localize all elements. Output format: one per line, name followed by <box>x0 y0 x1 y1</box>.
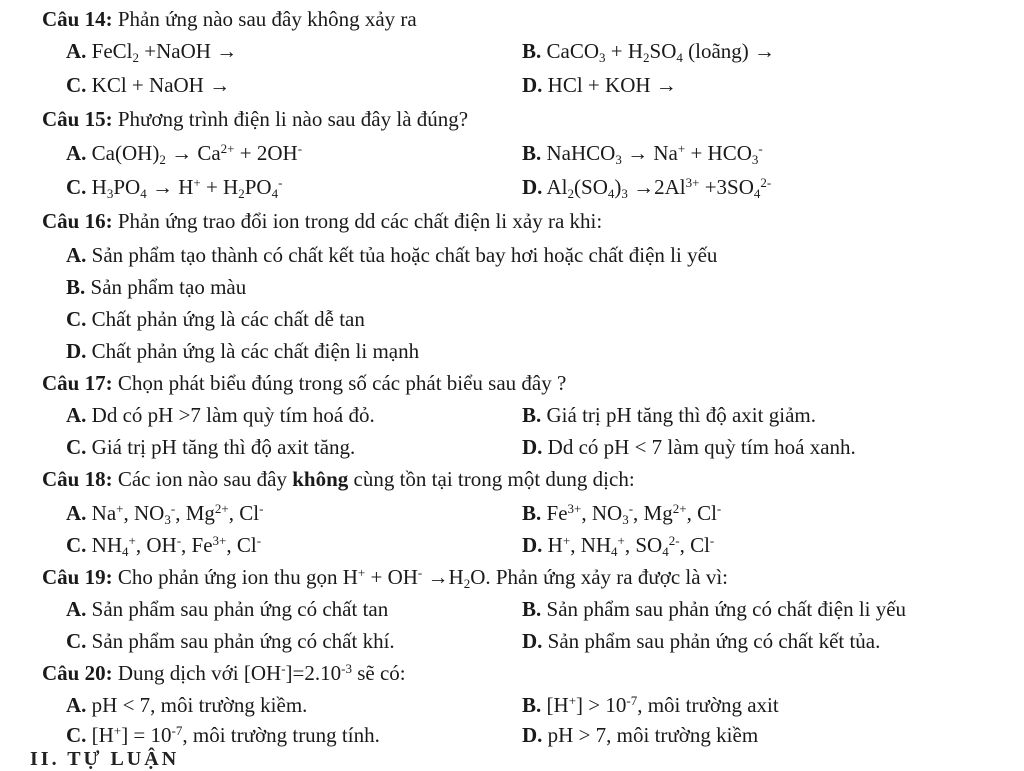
section-heading-cut: II. TỰ LUẬN <box>30 748 180 770</box>
option-label: C. <box>66 307 87 331</box>
question-text: Phản ứng nào sau đây không xảy ra <box>117 7 417 31</box>
superscript: 2+ <box>672 501 687 516</box>
question-text: →H <box>422 565 464 589</box>
option-text: Dd có pH < 7 làm quỳ tím hoá xanh. <box>547 435 856 459</box>
option-label: A. <box>66 501 87 525</box>
option-label: C. <box>66 175 87 199</box>
option-18b <box>522 500 721 526</box>
question-text: O. Phản ứng xảy ra được là vì: <box>470 565 729 589</box>
option-15b <box>522 140 763 166</box>
option-text: Sản phẩm sau phản ứng có chất khí. <box>91 629 395 653</box>
question-text: Chọn phát biểu đúng trong số các phát biểu sau đây ? <box>117 371 567 395</box>
superscript: 2+ <box>214 501 229 516</box>
option-label: D. <box>522 175 543 199</box>
option-label: A. <box>66 403 87 427</box>
subscript: 3 <box>106 186 114 201</box>
subscript: 4 <box>753 186 761 201</box>
superscript: + <box>193 175 201 190</box>
subscript: 2 <box>643 50 650 65</box>
subscript: 4 <box>271 186 279 201</box>
option-text: Sản phẩm sau phản ứng có chất tan <box>91 597 389 621</box>
subscript: 4 <box>140 186 147 201</box>
formula-part: , Fe <box>181 533 213 557</box>
option-label: C. <box>66 723 87 747</box>
option-text: Giá trị pH tăng thì độ axit giảm. <box>546 403 816 427</box>
option-19c <box>66 628 395 654</box>
option-label: A. <box>66 597 87 621</box>
question-18 <box>42 466 635 492</box>
option-label: A. <box>66 141 87 165</box>
option-label: D. <box>522 629 543 653</box>
formula-part: , NO <box>123 501 165 525</box>
formula-part: → Ca <box>165 141 221 165</box>
question-16 <box>42 208 602 234</box>
option-label: B. <box>522 597 542 621</box>
subscript: 3 <box>751 152 759 167</box>
formula-part: NaHCO <box>546 141 616 165</box>
option-label: D. <box>66 339 87 363</box>
option-label: D. <box>522 723 543 747</box>
subscript: 4 <box>662 544 669 559</box>
subscript: 3 <box>622 512 629 527</box>
option-text: Chất phản ứng là các chất dễ tan <box>91 307 365 331</box>
option-17b <box>522 402 816 428</box>
question-text: + OH <box>365 565 418 589</box>
formula-part: + H <box>200 175 239 199</box>
option-label: C. <box>66 435 87 459</box>
superscript: - <box>281 661 286 676</box>
option-14b <box>522 38 775 64</box>
formula-part: NH <box>91 533 123 557</box>
formula-part: , Mg <box>633 501 673 525</box>
option-18c <box>66 532 261 558</box>
subscript: 4 <box>676 50 683 65</box>
subscript: 4 <box>607 186 615 201</box>
superscript: -7 <box>171 723 183 738</box>
superscript: + <box>113 723 122 738</box>
superscript: - <box>278 175 283 190</box>
question-text: Cho phản ứng ion thu gọn H <box>117 565 358 589</box>
option-label: D. <box>522 533 543 557</box>
option-text: HCl + KOH → <box>547 73 677 97</box>
superscript: - <box>628 501 634 516</box>
question-text: Các ion nào sau đây <box>117 467 293 491</box>
option-text: pH < 7, môi trường kiềm. <box>91 693 308 717</box>
subscript: 3 <box>615 152 622 167</box>
subscript: 3 <box>621 186 628 201</box>
option-label: A. <box>66 243 87 267</box>
question-text: Dung dịch với [OH <box>117 661 282 685</box>
formula-part: PO <box>113 175 141 199</box>
option-label: C. <box>66 533 87 557</box>
option-17c <box>66 434 355 460</box>
option-17a <box>66 402 375 428</box>
formula-part: , OH <box>135 533 177 557</box>
formula-part: , Cl <box>686 501 717 525</box>
subscript: 3 <box>599 50 606 65</box>
superscript: - <box>709 533 715 548</box>
subscript: 2 <box>132 50 140 65</box>
superscript: - <box>176 533 182 548</box>
question-text: Phản ứng trao đổi ion trong dd các chất điện li xảy ra khi: <box>117 209 603 233</box>
question-15 <box>42 106 468 132</box>
superscript: - <box>259 501 264 516</box>
superscript: + <box>116 501 124 516</box>
formula-part: ) <box>614 175 622 199</box>
question-text: cùng tồn tại trong một dung dịch: <box>348 467 635 491</box>
superscript: 2- <box>668 533 680 548</box>
superscript: + <box>562 533 571 548</box>
option-label: D. <box>522 435 543 459</box>
superscript: 3+ <box>685 175 700 190</box>
superscript: - <box>716 501 722 516</box>
formula-part: , môi trường trung tính. <box>182 723 380 747</box>
superscript: - <box>758 141 763 156</box>
question-19 <box>42 564 728 590</box>
question-text: Phương trình điện li nào sau đây là đúng? <box>117 107 469 131</box>
formula-part: ] > 10 <box>576 693 627 717</box>
superscript: - <box>170 501 176 516</box>
formula-part: , Cl <box>679 533 710 557</box>
question-17 <box>42 370 566 396</box>
formula-part: , SO <box>624 533 663 557</box>
superscript: 2- <box>760 175 772 190</box>
option-text: Sản phẩm tạo màu <box>90 275 247 299</box>
superscript: 3+ <box>212 533 227 548</box>
option-16a <box>66 242 717 268</box>
option-text: Chất phản ứng là các chất điện li mạnh <box>91 339 420 363</box>
formula-part: Al <box>546 175 568 199</box>
formula-part: H <box>91 175 107 199</box>
superscript: - <box>297 141 303 156</box>
option-15a <box>66 140 302 166</box>
option-text: Sản phẩm tạo thành có chất kết tủa hoặc chất bay hơi hoặc chất điện li yếu <box>91 243 718 267</box>
superscript: + <box>617 533 625 548</box>
subscript: 2 <box>159 152 166 167</box>
option-18a <box>66 500 263 526</box>
formula-part: +NaOH → <box>139 39 238 63</box>
option-14d <box>522 72 677 98</box>
option-20c <box>66 722 380 748</box>
superscript: -7 <box>626 693 638 708</box>
option-18d <box>522 532 714 558</box>
formula-part: + 2OH <box>234 141 298 165</box>
question-label: Câu 16: <box>42 209 113 233</box>
option-text: KCl + NaOH → <box>91 73 231 97</box>
question-label: Câu 14: <box>42 7 113 31</box>
question-text: sẽ có: <box>351 661 406 685</box>
question-label: Câu 18: <box>42 467 113 491</box>
option-14a <box>66 38 237 64</box>
superscript: -3 <box>341 661 352 676</box>
superscript: 2+ <box>220 141 235 156</box>
formula-part: , Cl <box>228 501 260 525</box>
option-20a <box>66 692 307 718</box>
formula-part: , NO <box>581 501 623 525</box>
question-20 <box>42 660 406 686</box>
option-14c <box>66 72 230 98</box>
option-label: B. <box>522 141 542 165</box>
formula-part: CaCO <box>546 39 600 63</box>
option-20d <box>522 722 758 748</box>
option-label: B. <box>522 501 542 525</box>
formula-part: [H <box>546 693 569 717</box>
superscript: + <box>128 533 136 548</box>
option-text: Giá trị pH tăng thì độ axit tăng. <box>91 435 356 459</box>
option-label: C. <box>66 73 87 97</box>
option-15c <box>66 174 282 200</box>
formula-part: + HCO <box>685 141 752 165</box>
option-label: A. <box>66 693 87 717</box>
question-14 <box>42 6 417 32</box>
option-label: C. <box>66 629 87 653</box>
formula-part: Na <box>91 501 117 525</box>
formula-part: PO <box>244 175 272 199</box>
formula-part: → Na <box>621 141 678 165</box>
subscript: 3 <box>164 512 171 527</box>
option-15d <box>522 174 771 200</box>
option-label: D. <box>522 73 543 97</box>
formula-part: ] = 10 <box>121 723 172 747</box>
question-label: Câu 20: <box>42 661 113 685</box>
formula-part: , môi trường axit <box>637 693 779 717</box>
formula-part: +3SO <box>699 175 754 199</box>
option-label: A. <box>66 39 87 63</box>
superscript: - <box>417 565 423 580</box>
question-label: Câu 15: <box>42 107 113 131</box>
formula-part: , Mg <box>175 501 215 525</box>
formula-part: H <box>547 533 563 557</box>
subscript: 2 <box>463 576 471 591</box>
formula-part: , NH <box>570 533 612 557</box>
formula-part: SO <box>649 39 677 63</box>
option-text: Dd có pH >7 làm quỳ tím hoá đỏ. <box>91 403 375 427</box>
option-16c <box>66 306 365 332</box>
formula-part: , Cl <box>226 533 257 557</box>
option-label: B. <box>522 403 542 427</box>
superscript: + <box>357 565 366 580</box>
option-19d <box>522 628 880 654</box>
option-19b <box>522 596 906 622</box>
option-16d <box>66 338 419 364</box>
option-20b <box>522 692 779 718</box>
formula-part: →2Al <box>627 175 686 199</box>
subscript: 4 <box>611 544 618 559</box>
option-text: Sản phẩm sau phản ứng có chất kết tủa. <box>547 629 881 653</box>
superscript: + <box>677 141 686 156</box>
question-text: ]=2.10 <box>285 661 342 685</box>
option-17d <box>522 434 856 460</box>
option-19a <box>66 596 388 622</box>
option-text: Sản phẩm sau phản ứng có chất điện li yếu <box>546 597 907 621</box>
emphasis-text: không <box>292 467 349 491</box>
formula-part: Ca(OH) <box>91 141 160 165</box>
formula-part: [H <box>91 723 114 747</box>
formula-part: Fe <box>546 501 568 525</box>
subscript: 2 <box>238 186 245 201</box>
option-label: B. <box>522 693 542 717</box>
question-label: Câu 17: <box>42 371 113 395</box>
superscript: 3+ <box>567 501 582 516</box>
superscript: - <box>256 533 262 548</box>
formula-part: (SO <box>574 175 608 199</box>
question-label: Câu 19: <box>42 565 113 589</box>
option-text: pH > 7, môi trường kiềm <box>547 723 759 747</box>
formula-part: → H <box>146 175 194 199</box>
formula-part: (loãng) → <box>682 39 776 63</box>
option-label: B. <box>66 275 86 299</box>
superscript: + <box>568 693 577 708</box>
formula-part: FeCl <box>91 39 133 63</box>
subscript: 4 <box>122 544 129 559</box>
option-label: B. <box>522 39 542 63</box>
subscript: 2 <box>567 186 575 201</box>
formula-part: + H <box>605 39 644 63</box>
option-16b <box>66 274 246 300</box>
